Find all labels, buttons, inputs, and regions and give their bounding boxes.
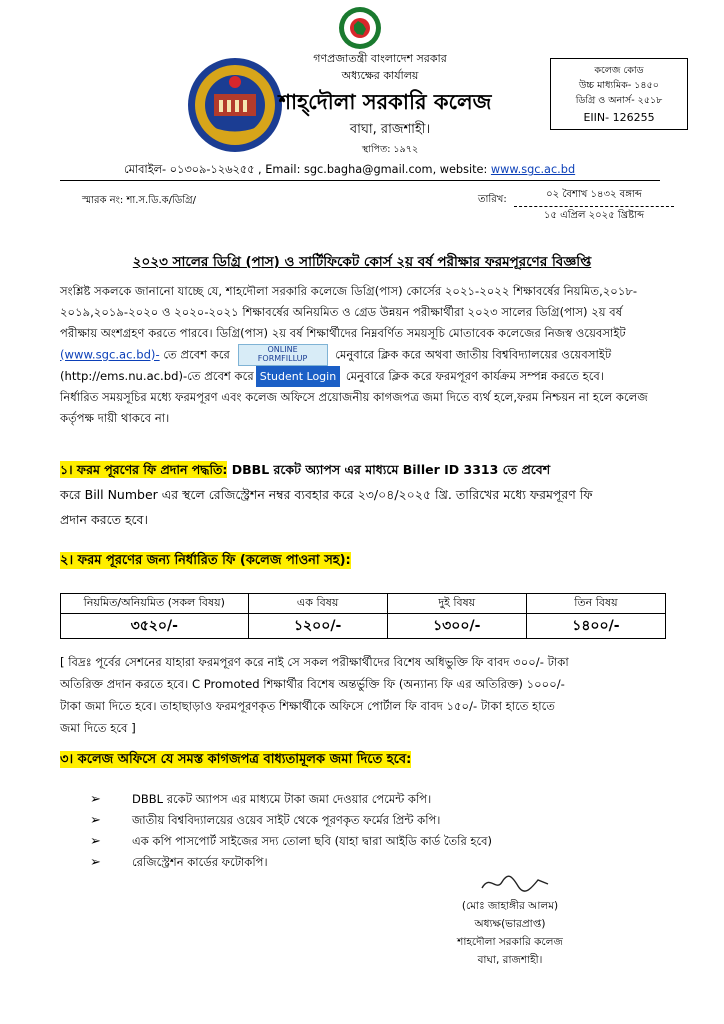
intro-line-1: সংশ্লিষ্ট সকলকে জানানো যাচ্ছে যে, শাহদৌলা সরকারি কলেজে ডিগ্রি(পাস) কোর্সের ২০২১-২০২২ শিক্ষাবর্ষের নিয়মিত,২০১৮- (60, 284, 638, 298)
intro-line-5-end: মেনুবারে ক্লিক করে ফরমপূরণ কার্যক্রম সম্পন্ন করতে হবে। (342, 369, 604, 383)
memo-number: স্মারক নং: শা.স.ডি.ক/ডিগ্রি/ (82, 195, 196, 206)
section-1-text-b: করে Bill Number এর স্থলে রেজিস্ট্রেশন নম্বর ব্যবহার করে ২৩/০৪/২০২৫ খ্রি. তারিখের মধ্যে ফরমপূরণ ফি (60, 487, 593, 502)
arrow-bullet-icon: ➢ (90, 792, 101, 807)
list-item (90, 852, 670, 873)
office-line: অধ্যক্ষের কার্যালয় (341, 69, 419, 82)
date-english: ১৫ এপ্রিল ২০২৫ খ্রিষ্টাব্দ (543, 210, 645, 221)
section-1-heading: ১। ফরম পূরণের ফি প্রদান পদ্ধতি: (60, 462, 228, 477)
arrow-bullet-icon: ➢ (90, 834, 101, 849)
notice-title: ২০২৩ সালের ডিগ্রি (পাস) ও সার্টিফিকেট কোর্স ২য় বর্ষ পরীক্ষার ফরমপূরণের বিজ্ঞপ্তি (132, 254, 592, 270)
date-label: তারিখ: (478, 194, 507, 205)
signatory-designation: অধ্যক্ষ(ভারপ্রাপ্ত) (474, 918, 546, 930)
college-location: বাঘা, রাজশাহী। (349, 122, 431, 137)
intro-line-5 (60, 366, 666, 387)
sgc-website-link[interactable]: (www.sgc.ac.bd)- (60, 347, 160, 362)
fee-value-all: ৩৫২০/- (61, 614, 249, 639)
fee-value-two: ১৩০০/- (387, 614, 526, 639)
list-item (90, 789, 670, 810)
section-1 (60, 457, 666, 532)
intro-line-7: কর্তৃপক্ষ দায়ী থাকবে না। (60, 411, 170, 425)
documents-list (90, 789, 670, 873)
signature-block (420, 897, 600, 969)
fee-value-three: ১৪০০/- (526, 614, 665, 639)
website-link[interactable]: www.sgc.ac.bd (490, 163, 576, 176)
bangladesh-seal-icon (338, 6, 382, 50)
contact-text: মোবাইল- ০১৩০৯-১২৬২৫৫ , Email: sgc.bagha@gmail.com, website: (124, 163, 491, 176)
handwritten-signature (478, 870, 558, 896)
section-1-text-c: প্রদান করতে হবে। (60, 512, 148, 527)
student-login-button[interactable]: Student Login (256, 366, 340, 387)
document-item-2: জাতীয় বিশ্ববিদ্যালয়ের ওয়েব সাইট থেকে পূরণকৃত ফর্মের প্রিন্ট কপি। (132, 813, 441, 827)
college-name: শাহ্‌দৌলা সরকারি কলেজ (278, 90, 492, 114)
formfillup-label: FORMFILLUP (257, 354, 308, 363)
degree-code: ডিগ্রি ও অনার্স- ২৫১৮ (575, 95, 663, 106)
list-item (90, 810, 670, 831)
fee-note-line-1: [ বিদ্রঃ পূর্বের সেশনের যাহারা ফরমপূরণ করে নাই সে সকল পরীক্ষার্থীদের বিশেষ অধিভুক্তি ফি বাবদ ৩০০/- টাকা (60, 655, 569, 669)
online-label: ONLINE (267, 345, 298, 354)
date-bangla: ০২ বৈশাখ ১৪৩২ বঙ্গাব্দ (514, 187, 674, 207)
signatory-name: (মোঃ জাহাঙ্গীর আলম) (461, 900, 559, 912)
intro-line-4-end: মেনুবারে ক্লিক করে অথবা জাতীয় বিশ্ববিদ্যালয়ের ওয়েবসাইট (331, 347, 612, 362)
fee-note (60, 651, 666, 739)
intro-line-4 (60, 344, 666, 366)
fee-table-wrap (60, 593, 666, 639)
document-item-3: এক কপি পাসপোর্ট সাইজের সদ্য তোলা ছবি (যাহা দ্বারা আইডি কার্ড তৈরি হবে) (132, 834, 492, 848)
fee-header-one: এক বিষয় (248, 594, 387, 614)
fee-note-line-4: জমা দিতে হবে ] (60, 721, 136, 735)
fee-header-three: তিন বিষয় (526, 594, 665, 614)
contact-line (124, 161, 644, 180)
eiin-code: EIIN- 126255 (583, 111, 655, 124)
fee-note-line-3: টাকা জমা দিতে হবে। তাহাছাড়াও ফরমপূরণকৃত শিক্ষার্থীকে অফিসে পোর্টাল ফি বাবদ ১৫০/- টাকা হাতে হাতে (60, 699, 555, 713)
intro-paragraph (60, 281, 666, 429)
fee-header-two: দুই বিষয় (387, 594, 526, 614)
signatory-place: বাঘা, রাজশাহী। (477, 954, 543, 966)
section-1-text-a: DBBL রকেট অ্যাপস এর মাধ্যমে Biller ID 3313 তে প্রবেশ (227, 462, 551, 477)
established-line: স্থাপিত: ১৯৭২ (361, 144, 419, 155)
section-2-heading: ২। ফরম পূরণের জন্য নির্ধারিত ফি (কলেজ পাওনা সহ): (60, 553, 351, 568)
signatory-college: শাহদৌলা সরকারি কলেজ (457, 936, 563, 948)
intro-line-2: ২০১৯,২০১৯-২০২০ ও ২০২০-২০২১ শিক্ষাবর্ষের অনিয়মিত ও গ্রেড উন্নয়ন পরীক্ষার্থীরা ২০২৩ সালের ডিগ্রি(পাস) ২য় বর্ষ (60, 305, 623, 319)
list-item (90, 831, 670, 852)
fee-value-one: ১২০০/- (248, 614, 387, 639)
fee-table-value-row (61, 614, 666, 639)
hsc-code: উচ্চ মাধ্যমিক- ১৪৫০ (579, 80, 659, 91)
section-3-heading: ৩। কলেজ অফিসে যে সমস্ত কাগজপত্র বাধ্যতামূলক জমা দিতে হবে: (60, 752, 412, 767)
header-divider (60, 180, 660, 181)
fee-header-all: নিয়মিত/অনিয়মিত (সকল বিষয়) (61, 594, 249, 614)
section-2-heading-wrap (60, 551, 351, 572)
arrow-bullet-icon: ➢ (90, 813, 101, 828)
section-1-line-1 (60, 457, 666, 482)
gov-line: গণপ্রজাতন্ত্রী বাংলাদেশ সরকার (313, 52, 447, 65)
online-formfillup-button[interactable] (238, 344, 328, 366)
intro-line-4-mid: তে প্রবেশ করে (159, 347, 234, 362)
intro-line-3: পরীক্ষায় অংশগ্রহণ করতে পারবে। ডিগ্রি(পাস) ২য় বর্ষ শিক্ষার্থীদের নিম্নবর্ণিত সময়সূচি মোতাবেক কলেজের নিজস্ব ওয়েবসাইট (60, 326, 626, 340)
fee-note-line-2: অতিরিক্ত প্রদান করতে হবে। C Promoted শিক্ষার্থীর বিশেষ অন্তর্ভুক্তি ফি (অন্যান্য ফি এর অতিরিক্ত) ১০০০/- (60, 677, 565, 691)
fee-table-header-row (61, 594, 666, 614)
intro-line-5-start: (http://ems.nu.ac.bd)-তে প্রবেশ করে (60, 369, 254, 383)
intro-line-6: নির্ধারিত সময়সূচির মধ্যে ফরমপূরণ এবং কলেজ অফিসে প্রয়োজনীয় কাগজপত্র জমা দিতে ব্যর্থ হলে,ফরম নিশ্চয়ন না হলে কলেজ (60, 390, 648, 404)
document-item-4: রেজিস্ট্রেশন কার্ডের ফটোকপি। (132, 855, 268, 869)
code-box-title: কলেজ কোড (594, 65, 644, 76)
fee-table (60, 593, 666, 639)
document-item-1: DBBL রকেট অ্যাপস এর মাধ্যমে টাকা জমা দেওয়ার পেমেন্ট কপি। (132, 792, 432, 806)
section-3-heading-wrap (60, 750, 411, 771)
college-code-box (550, 58, 688, 130)
arrow-bullet-icon: ➢ (90, 855, 101, 870)
